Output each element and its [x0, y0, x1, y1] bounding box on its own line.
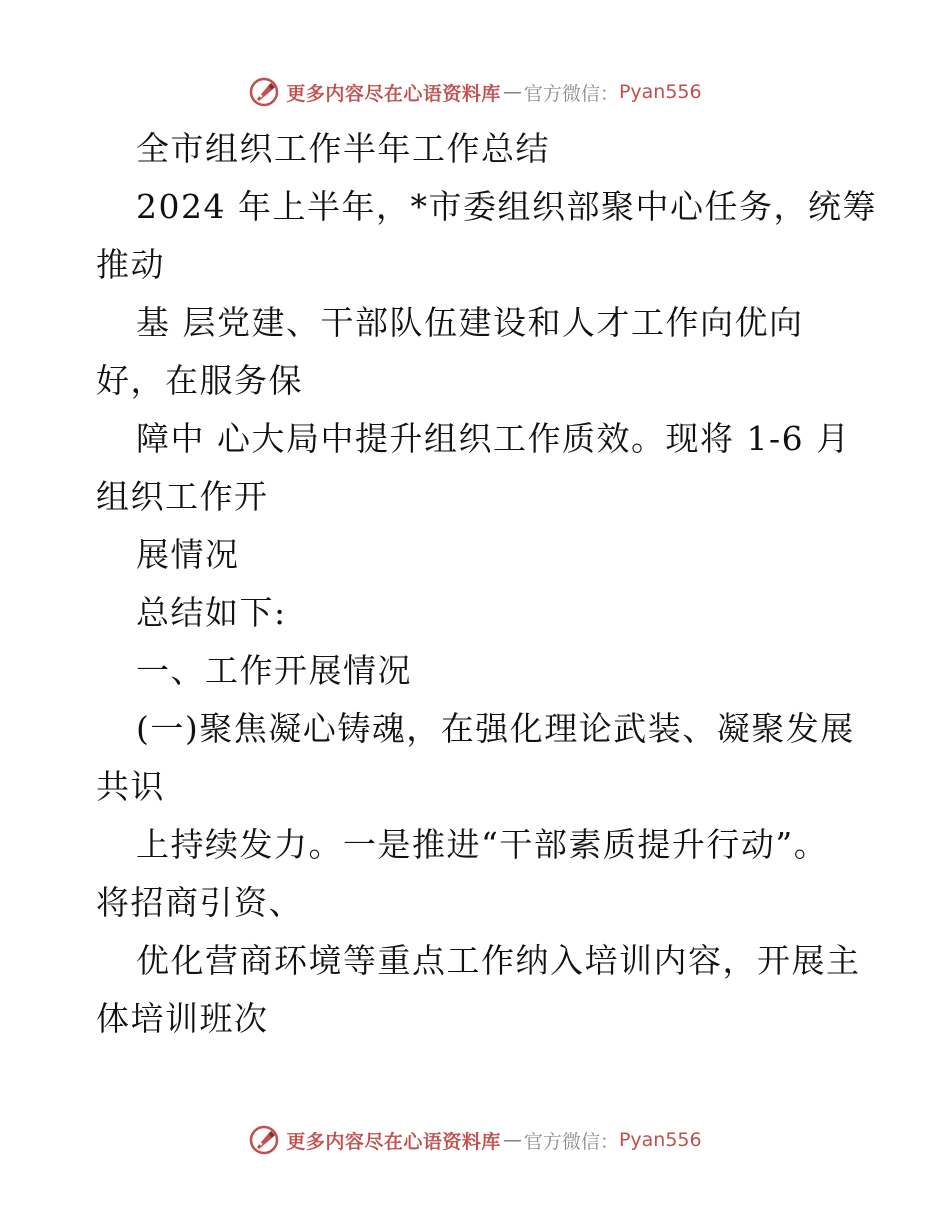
document-line: 好，在服务保	[96, 361, 303, 400]
watermark-wechat-id: Pyan556	[618, 1129, 702, 1151]
document-line: 将招商引资、	[96, 883, 303, 922]
watermark-wechat-label: 官方微信：	[523, 82, 619, 105]
fountain-pen-logo-icon	[248, 76, 280, 108]
document-line: 组织工作开	[96, 477, 269, 516]
header-watermark	[0, 72, 950, 112]
document-line: 推动	[96, 245, 165, 284]
section-heading: 一、工作开展情况	[136, 651, 412, 690]
document-title: 全市组织工作半年工作总结	[136, 129, 550, 168]
watermark-wechat-id: Pyan556	[618, 81, 702, 103]
document-line: 上持续发力。一是推进“干部素质提升行动”。	[136, 825, 829, 864]
document-line: 优化营商环境等重点工作纳入培训内容，开展主	[136, 941, 861, 980]
fountain-pen-logo-icon	[248, 1124, 280, 1156]
document-line: 基 层党建、干部队伍建设和人才工作向优向	[136, 303, 804, 342]
watermark-dash: —	[502, 81, 522, 103]
document-line: 障中 心大局中提升组织工作质效。现将 1-6 月	[136, 419, 851, 458]
watermark-site-text: 更多内容尽在心语资料库	[286, 82, 501, 105]
watermark-dash: —	[502, 1129, 522, 1151]
document-line: 2024 年上半年，*市委组织部聚中心任务，统筹	[136, 187, 877, 226]
document-line: 总结如下:	[136, 593, 287, 632]
document-line: 展情况	[136, 535, 240, 574]
document-body	[96, 120, 877, 1048]
document-line: 共识	[96, 767, 165, 806]
watermark-site-text: 更多内容尽在心语资料库	[286, 1130, 501, 1153]
watermark-wechat-label: 官方微信：	[523, 1130, 619, 1153]
footer-watermark	[0, 1120, 950, 1160]
document-line: 体培训班次	[96, 999, 269, 1038]
subsection-heading: (一)聚焦凝心铸魂，在强化理论武装、凝聚发展	[136, 709, 855, 748]
